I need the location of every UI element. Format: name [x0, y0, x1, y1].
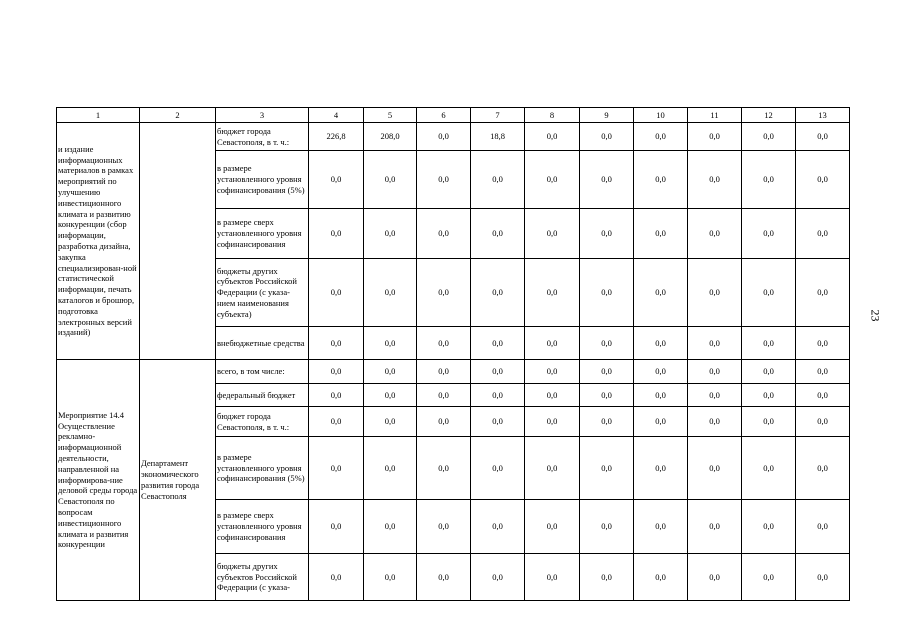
amount-cell: 0,0: [634, 151, 688, 209]
amount-cell: 0,0: [634, 360, 688, 384]
column-header: 8: [525, 108, 580, 123]
funding-source-cell: в размере сверх установленного уровня софинансирования: [216, 500, 309, 554]
amount-cell: 0,0: [796, 407, 850, 437]
amount-cell: 0,0: [309, 151, 364, 209]
amount-cell: 0,0: [742, 209, 796, 259]
column-header: 5: [364, 108, 417, 123]
amount-cell: 0,0: [309, 327, 364, 360]
amount-cell: 0,0: [364, 554, 417, 601]
amount-cell: 0,0: [580, 554, 634, 601]
amount-cell: 0,0: [796, 437, 850, 500]
amount-cell: 0,0: [525, 360, 580, 384]
amount-cell: 0,0: [796, 151, 850, 209]
amount-cell: 0,0: [471, 360, 525, 384]
amount-cell: 0,0: [364, 209, 417, 259]
amount-cell: 0,0: [688, 554, 742, 601]
amount-cell: 0,0: [417, 360, 471, 384]
amount-cell: 0,0: [688, 437, 742, 500]
amount-cell: 0,0: [796, 500, 850, 554]
column-header: 12: [742, 108, 796, 123]
amount-cell: 0,0: [471, 407, 525, 437]
funding-source-cell: всего, в том числе:: [216, 360, 309, 384]
amount-cell: 0,0: [742, 554, 796, 601]
amount-cell: 0,0: [580, 407, 634, 437]
amount-cell: 0,0: [309, 554, 364, 601]
amount-cell: 0,0: [364, 259, 417, 327]
funding-source-cell: в размере сверх установленного уровня софинансирования: [216, 209, 309, 259]
amount-cell: 0,0: [525, 123, 580, 151]
amount-cell: 0,0: [309, 500, 364, 554]
amount-cell: 0,0: [471, 554, 525, 601]
amount-cell: 0,0: [417, 500, 471, 554]
amount-cell: 0,0: [796, 209, 850, 259]
amount-cell: 0,0: [688, 327, 742, 360]
amount-cell: 0,0: [688, 259, 742, 327]
amount-cell: 0,0: [471, 500, 525, 554]
amount-cell: 0,0: [525, 437, 580, 500]
funding-source-cell: бюджет города Севастополя, в т. ч.:: [216, 123, 309, 151]
amount-cell: 0,0: [364, 384, 417, 407]
amount-cell: 0,0: [742, 384, 796, 407]
column-header: 2: [140, 108, 216, 123]
amount-cell: 0,0: [796, 554, 850, 601]
amount-cell: 0,0: [688, 500, 742, 554]
amount-cell: 0,0: [742, 360, 796, 384]
amount-cell: 0,0: [580, 209, 634, 259]
amount-cell: 0,0: [580, 327, 634, 360]
event-name-cell: и издание информационных материалов в рамках мероприятий по улучшению инвестиционного климата и развитию конкуренции (сбор информации, разработка дизайна, закупка специализирован-ной статистической информации, печать каталогов и брошюр, подготовка электронных версий изданий): [57, 123, 140, 360]
amount-cell: 226,8: [309, 123, 364, 151]
amount-cell: 0,0: [471, 327, 525, 360]
amount-cell: 0,0: [309, 259, 364, 327]
amount-cell: 0,0: [742, 259, 796, 327]
column-number-row: [57, 108, 850, 123]
table-body: [57, 123, 850, 601]
amount-cell: 0,0: [309, 407, 364, 437]
column-header: 7: [471, 108, 525, 123]
column-header: 6: [417, 108, 471, 123]
amount-cell: 0,0: [742, 123, 796, 151]
amount-cell: 0,0: [742, 500, 796, 554]
amount-cell: 0,0: [364, 360, 417, 384]
amount-cell: 0,0: [742, 327, 796, 360]
amount-cell: 0,0: [634, 500, 688, 554]
amount-cell: 0,0: [796, 327, 850, 360]
amount-cell: 0,0: [634, 209, 688, 259]
column-header: 1: [57, 108, 140, 123]
amount-cell: 0,0: [688, 123, 742, 151]
table-row: [57, 123, 850, 151]
amount-cell: 0,0: [309, 360, 364, 384]
amount-cell: 0,0: [417, 151, 471, 209]
executor-cell: Департамент экономического развития города Севастополя: [140, 360, 216, 601]
amount-cell: 0,0: [417, 437, 471, 500]
amount-cell: 0,0: [634, 384, 688, 407]
amount-cell: 0,0: [742, 407, 796, 437]
amount-cell: 0,0: [634, 437, 688, 500]
amount-cell: 18,8: [471, 123, 525, 151]
amount-cell: 0,0: [525, 500, 580, 554]
column-header: 11: [688, 108, 742, 123]
amount-cell: 0,0: [471, 259, 525, 327]
amount-cell: 0,0: [309, 384, 364, 407]
page-number: 23: [868, 309, 883, 322]
executor-cell: [140, 123, 216, 360]
amount-cell: 0,0: [364, 151, 417, 209]
amount-cell: 0,0: [580, 259, 634, 327]
funding-source-cell: бюджеты других субъектов Российской Федерации (с указа-: [216, 554, 309, 601]
amount-cell: 0,0: [688, 360, 742, 384]
amount-cell: 0,0: [309, 209, 364, 259]
amount-cell: 0,0: [471, 209, 525, 259]
amount-cell: 0,0: [580, 500, 634, 554]
amount-cell: 0,0: [364, 437, 417, 500]
amount-cell: 0,0: [634, 554, 688, 601]
amount-cell: 0,0: [471, 384, 525, 407]
amount-cell: 208,0: [364, 123, 417, 151]
amount-cell: 0,0: [742, 437, 796, 500]
amount-cell: 0,0: [417, 384, 471, 407]
amount-cell: 0,0: [580, 384, 634, 407]
amount-cell: 0,0: [525, 384, 580, 407]
event-name-cell: Мероприятие 14.4 Осуществление рекламно-информационной деятельности, направленной на информирова-ние деловой среды города Севастополя по вопросам инвестиционного климата и развития конкуренции: [57, 360, 140, 601]
amount-cell: 0,0: [634, 327, 688, 360]
column-header: 9: [580, 108, 634, 123]
funding-source-cell: бюджет города Севастополя, в т. ч.:: [216, 407, 309, 437]
amount-cell: 0,0: [525, 209, 580, 259]
amount-cell: 0,0: [364, 500, 417, 554]
amount-cell: 0,0: [688, 407, 742, 437]
amount-cell: 0,0: [364, 407, 417, 437]
budget-table: [56, 107, 850, 601]
amount-cell: 0,0: [688, 384, 742, 407]
funding-source-cell: в размере установленного уровня софинансирования (5%): [216, 151, 309, 209]
funding-source-cell: внебюджетные средства: [216, 327, 309, 360]
amount-cell: 0,0: [796, 123, 850, 151]
amount-cell: 0,0: [525, 151, 580, 209]
amount-cell: 0,0: [634, 259, 688, 327]
amount-cell: 0,0: [580, 360, 634, 384]
amount-cell: 0,0: [796, 259, 850, 327]
column-header: 4: [309, 108, 364, 123]
amount-cell: 0,0: [525, 259, 580, 327]
column-header: 3: [216, 108, 309, 123]
amount-cell: 0,0: [525, 327, 580, 360]
amount-cell: 0,0: [796, 360, 850, 384]
amount-cell: 0,0: [580, 437, 634, 500]
funding-source-cell: федеральный бюджет: [216, 384, 309, 407]
amount-cell: 0,0: [309, 437, 364, 500]
funding-source-cell: бюджеты других субъектов Российской Федерации (с указа-нием наименования субъекта): [216, 259, 309, 327]
funding-source-cell: в размере установленного уровня софинансирования (5%): [216, 437, 309, 500]
amount-cell: 0,0: [417, 327, 471, 360]
amount-cell: 0,0: [634, 407, 688, 437]
amount-cell: 0,0: [471, 437, 525, 500]
column-header: 13: [796, 108, 850, 123]
amount-cell: 0,0: [364, 327, 417, 360]
amount-cell: 0,0: [580, 151, 634, 209]
amount-cell: 0,0: [417, 554, 471, 601]
amount-cell: 0,0: [580, 123, 634, 151]
amount-cell: 0,0: [417, 407, 471, 437]
amount-cell: 0,0: [525, 554, 580, 601]
column-header: 10: [634, 108, 688, 123]
table-row: [57, 360, 850, 384]
amount-cell: 0,0: [688, 151, 742, 209]
amount-cell: 0,0: [634, 123, 688, 151]
amount-cell: 0,0: [417, 209, 471, 259]
amount-cell: 0,0: [796, 384, 850, 407]
amount-cell: 0,0: [417, 259, 471, 327]
amount-cell: 0,0: [417, 123, 471, 151]
amount-cell: 0,0: [471, 151, 525, 209]
amount-cell: 0,0: [688, 209, 742, 259]
amount-cell: 0,0: [525, 407, 580, 437]
amount-cell: 0,0: [742, 151, 796, 209]
